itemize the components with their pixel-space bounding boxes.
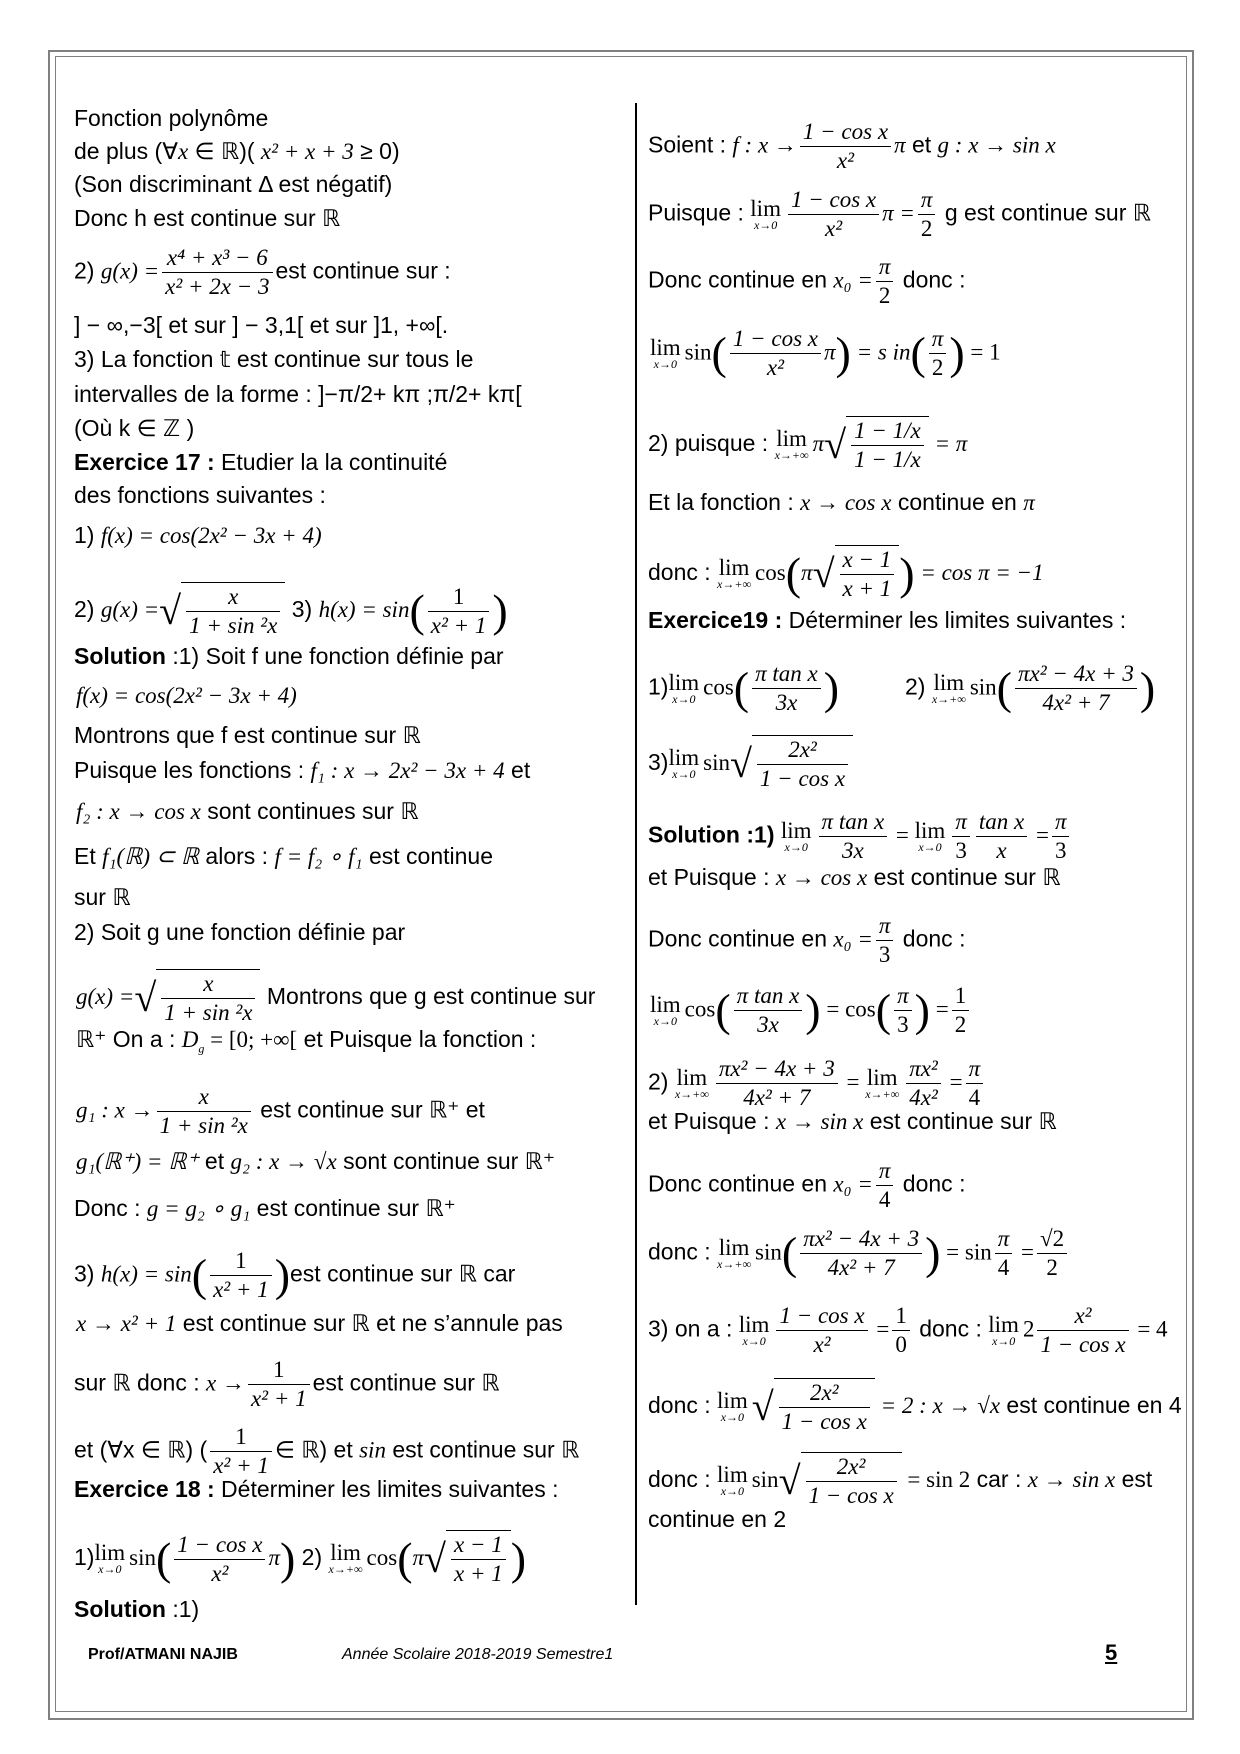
exercise-17-title: Exercice 17 : Etudier la la continuité (74, 449, 448, 475)
formula-line: et Puisque : x → cos x est continue sur ℝ (648, 864, 1061, 890)
page-number: 5 (1105, 1640, 1118, 1665)
exercise-18-title: Exercice 18 : Déterminer les limites suivantes : (74, 1476, 559, 1502)
formula-line: Donc continue en x₀ = $\frac{\pi}{4}$ donc : (648, 1158, 966, 1212)
formula-line: Puisque les fonctions : f₁ : x → 2x² − 3x + 4 et (74, 757, 531, 783)
formula-line: donc : lim x→+∞ sin( $\frac{\text{πx² − 4x + 3}}{\text{4x² + 7}}$ ) = sin $\frac{\pi}{4}$ = $\frac{√2}{2}$ (648, 1225, 1070, 1282)
formula-line: Et f₁(ℝ) ⊂ ℝ alors : f = f₂ ∘ f₁ est continue (74, 843, 493, 869)
formula-line: 3) on a : lim x→0 $\frac{\text{1 − cos x}}{\text{x²}}$ = $\frac{1}{0}$ donc : lim x→0 2 $\frac{\text{x²}}{\text{1 − cos x}}$ = 4 (648, 1303, 1168, 1357)
text-line: Fonction polynôme (74, 105, 269, 131)
formula-line: Donc : g = g₂ ∘ g₁ est continue sur ℝ⁺ (74, 1195, 456, 1221)
formula-line: lim x→0 sin( $\frac{\text{1 − cos x}}{\text{x²}}$ π) = s in( $\frac{\pi}{2}$ ) = 1 (650, 326, 1001, 380)
text-line: intervalles de la forme : ]−π/2+ kπ ;π/2+ kπ[ (74, 381, 522, 407)
formula-line: 3)lim x→0 sin√ $\frac{\text{2x²}}{\text{1 − cos x}}$ (648, 735, 853, 793)
formula-line: Donc continue en x₀ = $\frac{\pi}{2}$ donc : (648, 254, 966, 308)
solution-18-title: Solution :1) (74, 1596, 200, 1622)
formula-line: g₁(ℝ⁺) = ℝ⁺ et g₂ : x → √x sont continue sur ℝ⁺ (76, 1148, 556, 1174)
formula-line: sur ℝ donc : x → $\frac{1}{\text{x² + 1}}$ est continue sur ℝ (74, 1357, 500, 1411)
text-line: sur ℝ (74, 884, 131, 910)
formula-line: Et la fonction : x → cos x continue en π (648, 489, 1035, 515)
formula-line: donc : lim x→+∞ cos(π√ $\frac{x - 1}{x + 1}$ ) = cos π = −1 (648, 547, 1044, 601)
formula-line: Puisque : lim x→0 $\frac{\text{1 − cos x}}{\text{x²}}$ π = $\frac{\pi}{2}$ g est continue sur ℝ (648, 187, 1151, 241)
formula-line: 2) lim x→+∞ $\frac{\text{πx² − 4x + 3}}{\text{4x² + 7}}$ = lim x→+∞ $\frac{\text{πx²}}{\text{4x²}}$ = $\frac{\pi}{4}$ (648, 1055, 986, 1112)
formula-line: 2) puisque : lim x→+∞ π√ $\frac{1 - 1/x}{1 - 1/x}$ = π (648, 418, 968, 472)
formula-line: et (∀x ∈ ℝ) ( $\frac{1}{\text{x² + 1}}$ ∈ ℝ) et sin est continue sur ℝ (74, 1424, 580, 1478)
formula-line: Soient : f : x → $\frac{\text{1 − cos x}}{\text{x²}}$ π et g : x → sin x (648, 119, 1056, 173)
formula-line: f₂ : x → cos x sont continues sur ℝ (76, 798, 419, 824)
text-line: ] − ∞,−3[ et sur ] − 3,1[ et sur ]1, +∞[. (74, 312, 449, 338)
formula-line: donc : lim x→0 √ $\frac{\text{2x²}}{\text{1 − cos x}}$ = 2 : x → √x est continue en 4 (648, 1380, 1182, 1434)
text-line: (Où k ∈ ℤ ) (74, 415, 195, 441)
formula-line: 1)lim x→0 cos( $\frac{\text{π tan x}}{3x}$ ) (648, 661, 840, 715)
formula-line: g(x) =√ $\frac{x}{\text{1 + sin ²x}}$ Montrons que g est continue sur (76, 971, 596, 1025)
text-line: continue en 2 (648, 1506, 787, 1532)
formula-line: ℝ⁺ On a : $D_g = [0$; +∞[ et Puisque la fonction : (76, 1026, 537, 1056)
text-line: (Son discriminant Δ est négatif) (74, 171, 393, 197)
column-divider (635, 103, 637, 1605)
text-line: Montrons que f est continue sur ℝ (74, 722, 421, 748)
solution-17-title: Solution :1) Soit f une fonction définie par (74, 643, 504, 669)
formula-line: 1)lim x→0 sin( $\frac{\text{1 − cos x}}{\text{x²}}$ π) 2) lim x→+∞ cos(π√ $\frac{x - 1}{x + 1}$ ) (74, 1531, 527, 1586)
formula-line: f(x) = cos(2x² − 3x + 4) (76, 683, 297, 708)
footer-year: Année Scolaire 2018-2019 Semestre1 (342, 1646, 614, 1663)
formula-line: g₁ : x → $\frac{x}{\text{1 + sin ²x}}$ est continue sur ℝ⁺ et (76, 1084, 485, 1138)
text-line: des fonctions suivantes : (74, 482, 326, 508)
text-line: 2) Soit g une fonction définie par (74, 919, 406, 945)
text-line: 3) La fonction 𝕥 est continue sur tous le (74, 346, 474, 372)
formula-line: Donc continue en x₀ = $\frac{\pi}{3}$ donc : (648, 913, 966, 967)
formula-line: lim x→0 cos( $\frac{\text{π tan x}}{3x}$ ) = cos( $\frac{\pi}{3}$ ) = $\frac{1}{2}$ (650, 982, 972, 1039)
formula-line: et Puisque : x → sin x est continue sur ℝ (648, 1108, 1057, 1134)
formula-line: 3) h(x) = sin( $\frac{1}{\text{x² + 1}}$ )est continue sur ℝ car (74, 1248, 516, 1302)
formula-line: 2) g(x) =√ $\frac{x}{\text{1 + sin ²x}}$ 3) h(x) = sin( $\frac{1}{\text{x² + 1}}$ ) (74, 583, 508, 638)
footer-author: Prof/ATMANI NAJIB (88, 1646, 238, 1663)
formula-line: x → x² + 1 est continue sur ℝ et ne s’annule pas (76, 1310, 563, 1336)
formula-line: Solution :1) lim x→0 $\frac{\text{π tan x}}{3x}$ = lim x→0 $\frac{\pi}{3}$ $\frac{\text{tan x}}{x}$ = $\frac{\pi}{3}$ (648, 808, 1072, 865)
formula-line: donc : lim x→0 sin√ $\frac{\text{2x²}}{\text{1 − cos x}}$ = sin 2 car : x → sin x est (648, 1454, 1153, 1508)
formula-line: 2) lim x→+∞ sin( $\frac{\text{πx² − 4x + 3}}{\text{4x² + 7}}$ ) (905, 661, 1156, 715)
text-line: Donc h est continue sur ℝ (74, 205, 341, 231)
text-line: de plus (∀x ∈ ℝ)( x² + x + 3 ≥ 0) (74, 138, 400, 164)
formula-line: 1) f(x) = cos(2x² − 3x + 4) (74, 522, 322, 548)
exercise-19-title: Exercice19 : Déterminer les limites suivantes : (648, 607, 1127, 633)
formula-line: 2) g(x) = $\frac{\text{x⁴ + x³ − 6}}{\text{x² + 2x − 3}}$ est continue sur : (74, 245, 451, 299)
